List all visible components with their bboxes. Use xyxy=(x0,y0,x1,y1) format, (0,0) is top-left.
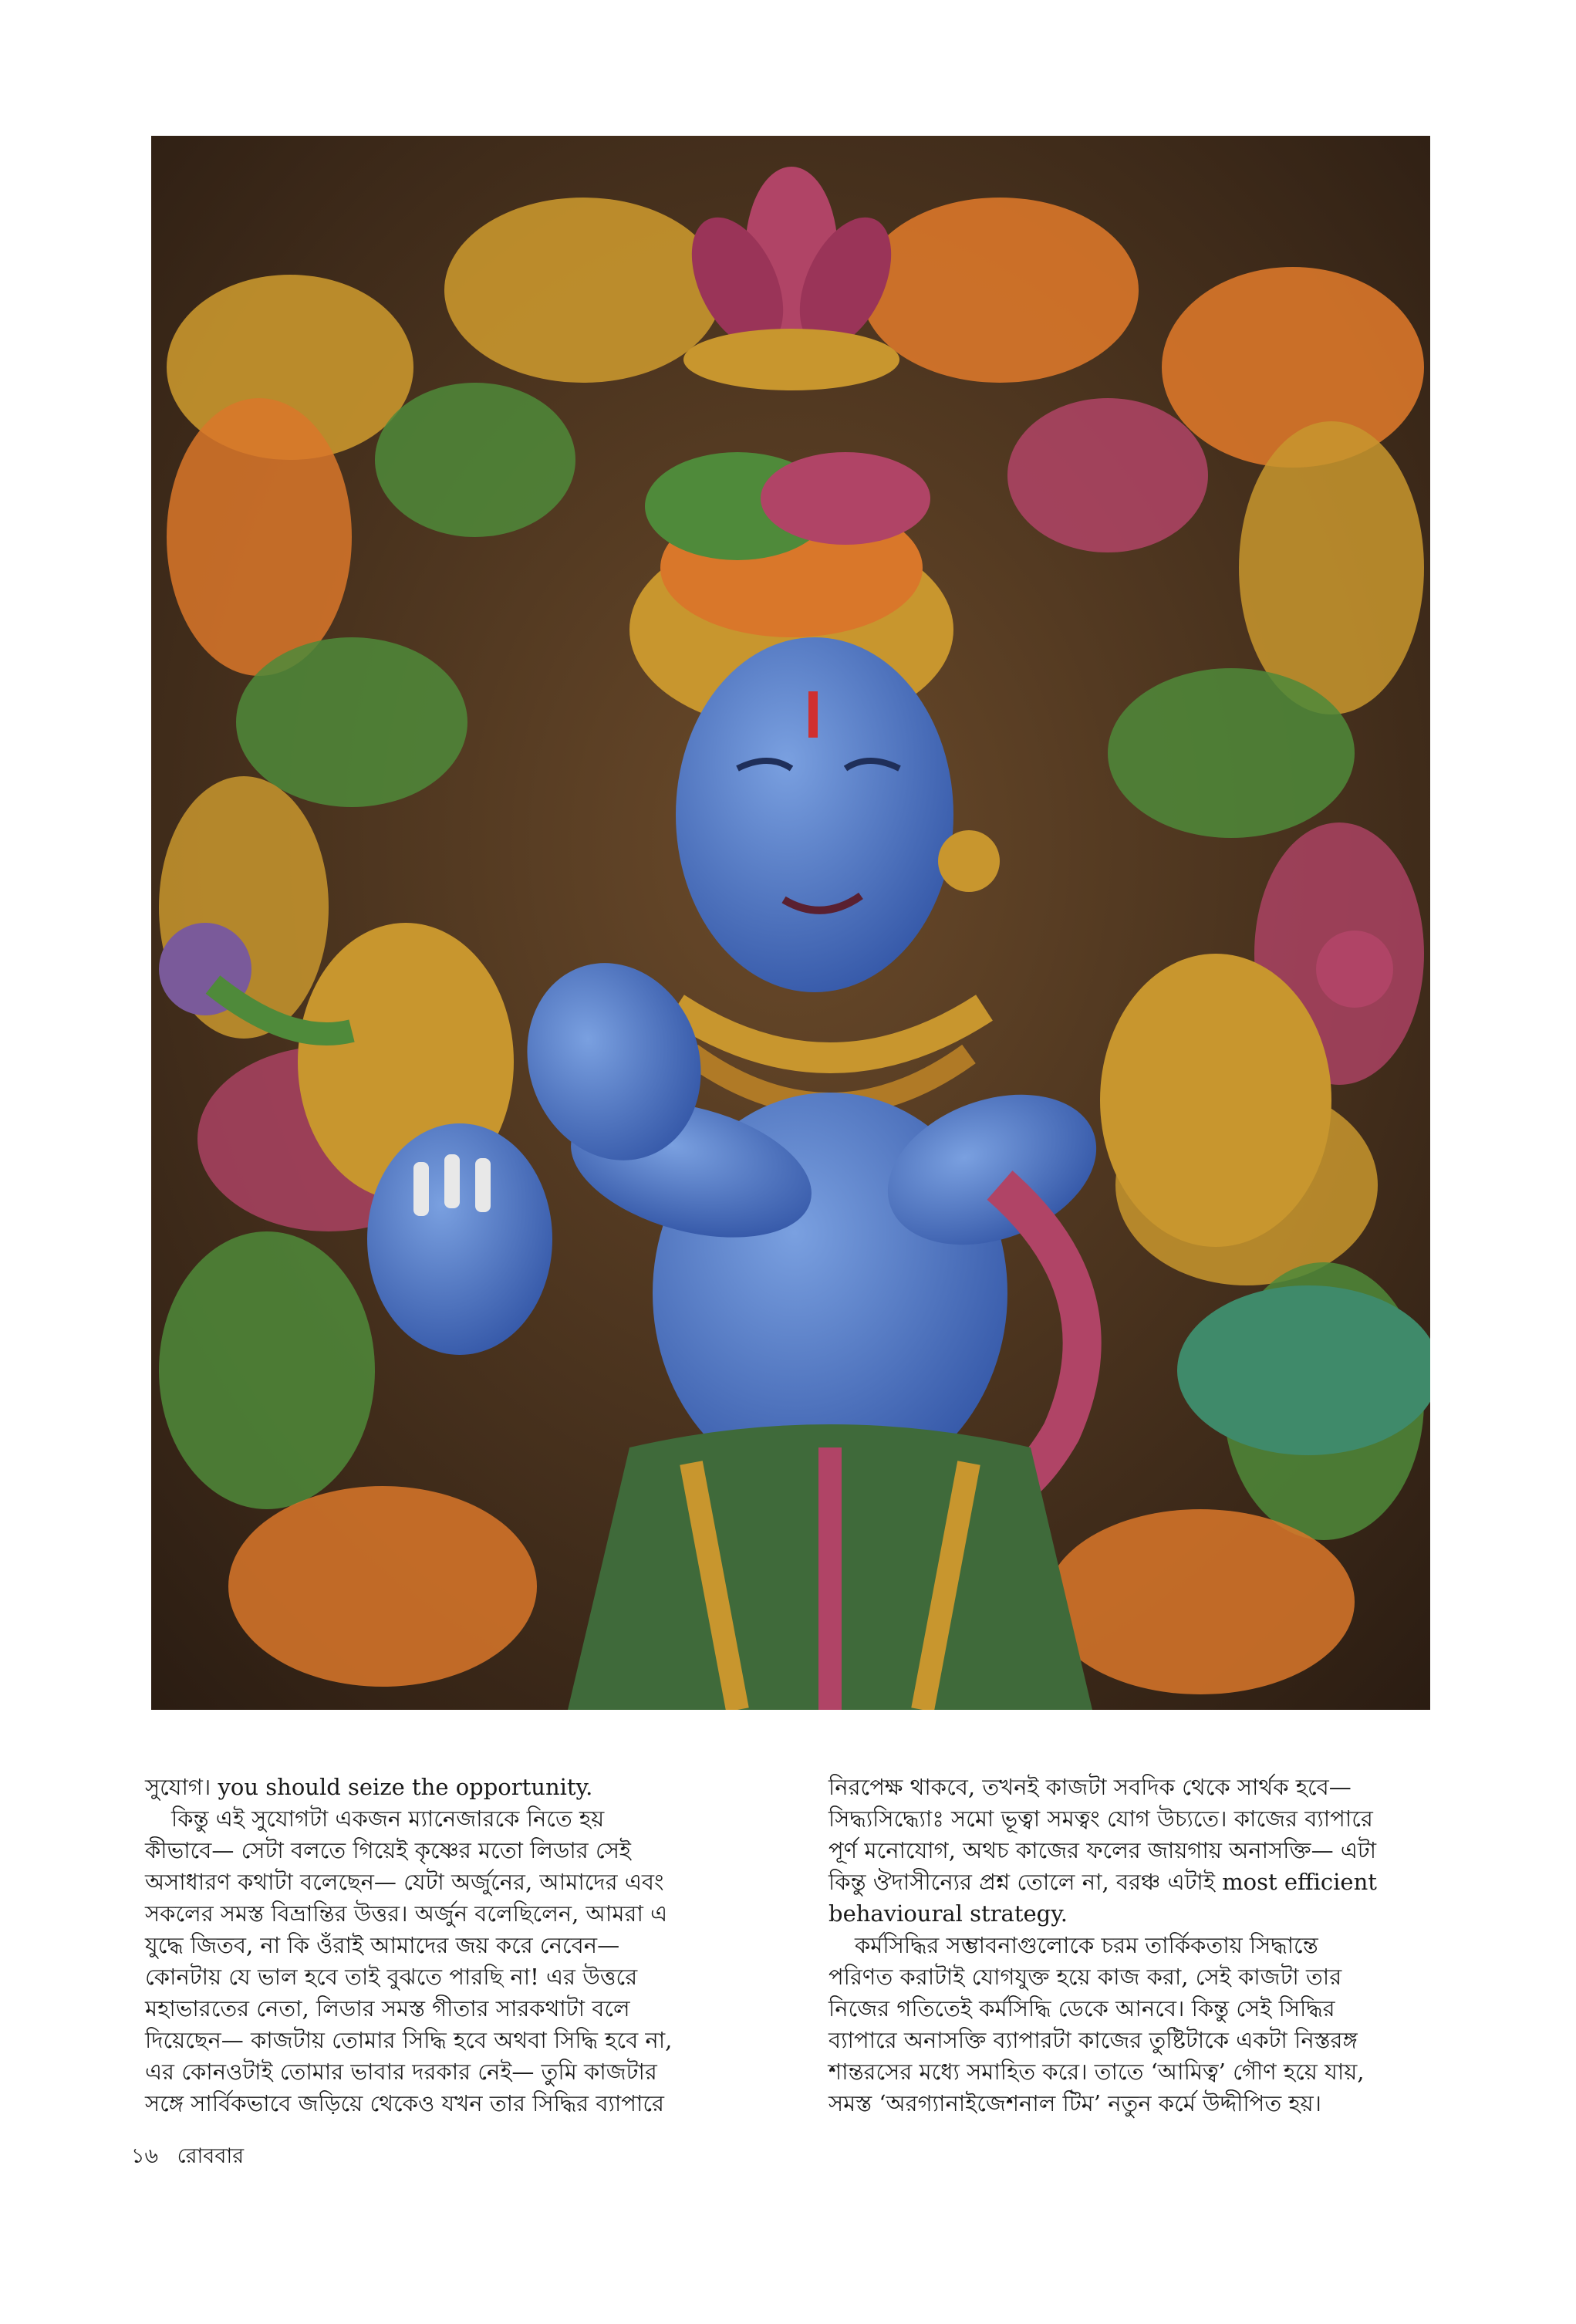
paragraph-line: এর কোনওটাই তোমার ভাবার দরকার নেই— তুমি কাজটার xyxy=(145,2059,657,2085)
paragraph-line: ব্যাপারে অনাসক্তি ব্যাপারটা কাজের তুষ্টিটাকে একটা নিস্তরঙ্গ xyxy=(828,2027,1358,2053)
paragraph-line: কোনটায় যে ভাল হবে তাই বুঝতে পারছি না! এর উত্তরে xyxy=(145,1964,638,1990)
text-column-left xyxy=(145,1772,808,2120)
paragraph-line: সুযোগ। you should seize the opportunity. xyxy=(145,1774,593,1800)
page-footer xyxy=(131,2143,244,2170)
paragraph-line: কীভাবে— সেটা বলতে গিয়েই কৃষ্ণের মতো লিডার সেই xyxy=(145,1837,631,1863)
paragraph-line: কিন্তু ঔদাসীন্যের প্রশ্ন তোলে না, বরঞ্চ এটাই most efficient xyxy=(828,1869,1377,1895)
paragraph-line: সকলের সমস্ত বিভ্রান্তির উত্তর। অর্জুন বলেছিলেন, আমরা এ xyxy=(145,1900,668,1927)
paragraph-line: behavioural strategy. xyxy=(828,1900,1068,1927)
text-column-right xyxy=(828,1772,1492,2120)
paragraph-line: সঙ্গে সার্বিকভাবে জড়িয়ে থেকেও যখন তার সিদ্ধির ব্যাপারে xyxy=(145,2090,665,2116)
paragraph-line: পরিণত করাটাই যোগযুক্ত হয়ে কাজ করা, সেই কাজটা তার xyxy=(828,1964,1342,1990)
krishna-carving-photo xyxy=(151,136,1430,1710)
paragraph-line: পূর্ণ মনোযোগ, অথচ কাজের ফলের জায়গায় অনাসক্তি— এটা xyxy=(828,1837,1377,1863)
paragraph-line: অসাধারণ কথাটা বলেছেন— যেটা অর্জুনের, আমাদের এবং xyxy=(145,1869,664,1895)
paragraph-line: সমস্ত ‘অরগ্যানাইজেশনাল টিম’ নতুন কর্মে উদ্দীপিত হয়। xyxy=(828,2090,1322,2116)
dhoti-drapery xyxy=(568,1424,1092,1710)
carving-illustration xyxy=(151,136,1430,1710)
paragraph-line: কর্মসিদ্ধির সম্ভাবনাগুলোকে চরম তার্কিকতায় সিদ্ধান্তে xyxy=(855,1932,1318,1958)
publication-name: রোববার xyxy=(177,2144,245,2168)
paragraph-line: নিজের গতিতেই কর্মসিদ্ধি ডেকে আনবে। কিন্তু সেই সিদ্ধির xyxy=(828,1995,1335,2022)
paragraph-line: নিরপেক্ষ থাকবে, তখনই কাজটা সবদিক থেকে সার্থক হবে— xyxy=(828,1774,1352,1800)
paragraph-line: শান্তরসের মধ্যে সমাহিত করে। তাতে ‘আমিত্ব’ গৌণ হয়ে যায়, xyxy=(828,2059,1365,2085)
page-number: ১৬ xyxy=(131,2144,159,2168)
paragraph-line: যুদ্ধে জিতব, না কি ওঁরাই আমাদের জয় করে নেবেন— xyxy=(145,1932,620,1958)
paragraph-line: মহাভারতের নেতা, লিডার সমস্ত গীতার সারকথাটা বলে xyxy=(145,1995,630,2022)
paragraph-line: কিন্তু এই সুযোগটা একজন ম্যানেজারকে নিতে হয় xyxy=(171,1805,605,1832)
paragraph-line: সিদ্ধ্যসিদ্ধ্যোঃ সমো ভূত্বা সমত্বং যোগ উচ্যতে। কাজের ব্যাপারে xyxy=(828,1805,1373,1832)
paragraph-line: দিয়েছেন— কাজটায় তোমার সিদ্ধি হবে অথবা সিদ্ধি হবে না, xyxy=(145,2027,673,2053)
